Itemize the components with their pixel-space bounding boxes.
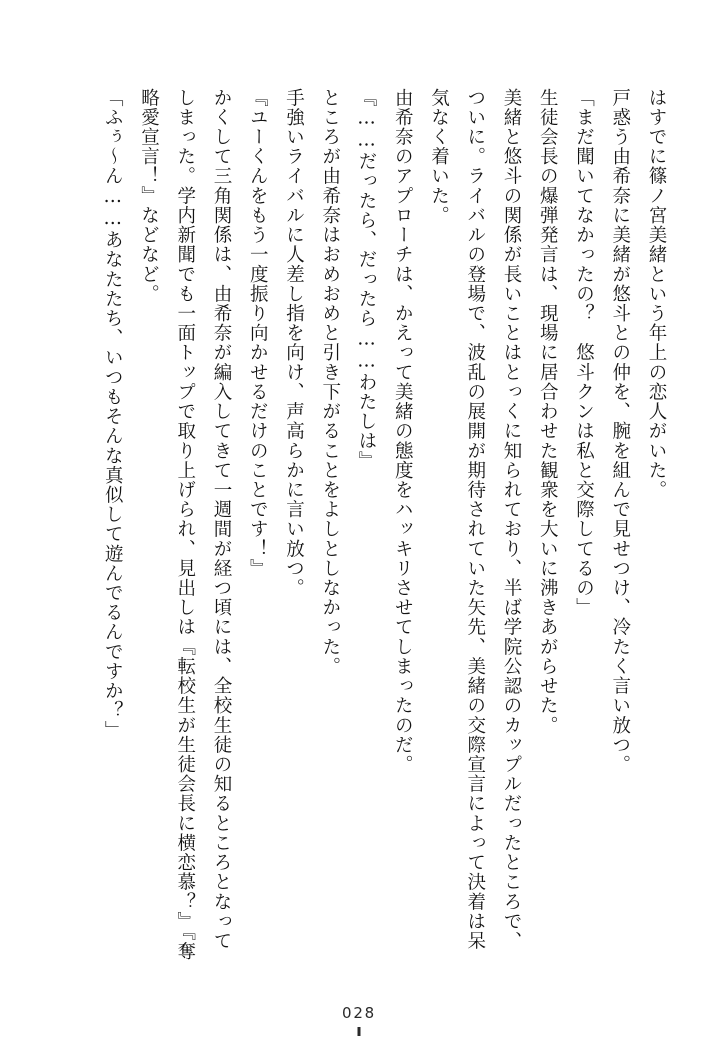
paragraph: 「ふぅ～ん……あなたたち、いつもそんな真似して遊んでるんですか？」 [102, 88, 124, 741]
paragraph: ところが由希奈はおめおめと引き下がることをよしとしなかった。 [319, 88, 341, 677]
paragraph: 『……だったら、だったら……わたしは』 [356, 88, 377, 471]
page-number: 028 [341, 1004, 377, 1022]
paragraph: 『ユーくんをもう一度振り向かせるだけのことです！』 [247, 88, 269, 579]
paragraph: 生徒会長の爆弾発言は、現場に居合わせた観衆を大いに沸きあがらせた。 [537, 88, 559, 736]
paragraph: 手強いライバルに人差し指を向け、声高らかに言い放つ。 [283, 88, 305, 598]
vertical-text-body [56, 88, 674, 968]
paragraph: 由希奈のアプローチは、かえって美緒の態度をハッキリさせてしまったのだ。 [392, 88, 414, 775]
paragraph: 「まだ聞いてなかったの？ 悠斗クンは私と交際してるの」 [573, 88, 595, 618]
paragraph: はすでに篠ノ宮美緒という年上の恋人がいた。 [646, 88, 667, 500]
paragraph: かくして三角関係は、由希奈が編入してきて一週間が経つ頃には、全校生徒の知るところとなってしまった。学内新聞でも一面トップで取り上げられ、見出しは『転校生が生徒会長に横恋慕？』『奪略愛宣言！』などなど。 [138, 88, 232, 962]
page-bottom-mark [358, 1027, 361, 1036]
paragraph: 戸惑う由希奈に美緒が悠斗との仲を、腕を組んで見せつけ、冷たく言い放つ。 [609, 88, 631, 775]
paragraph: 美緒と悠斗の関係が長いことはとっくに知られており、半ば学院公認のカップルだったところで、ついに。ライバルの登場で、波乱の展開が期待されていた矢先、美緒の交際宣言によって決着は呆気なく着いた。 [428, 88, 522, 951]
